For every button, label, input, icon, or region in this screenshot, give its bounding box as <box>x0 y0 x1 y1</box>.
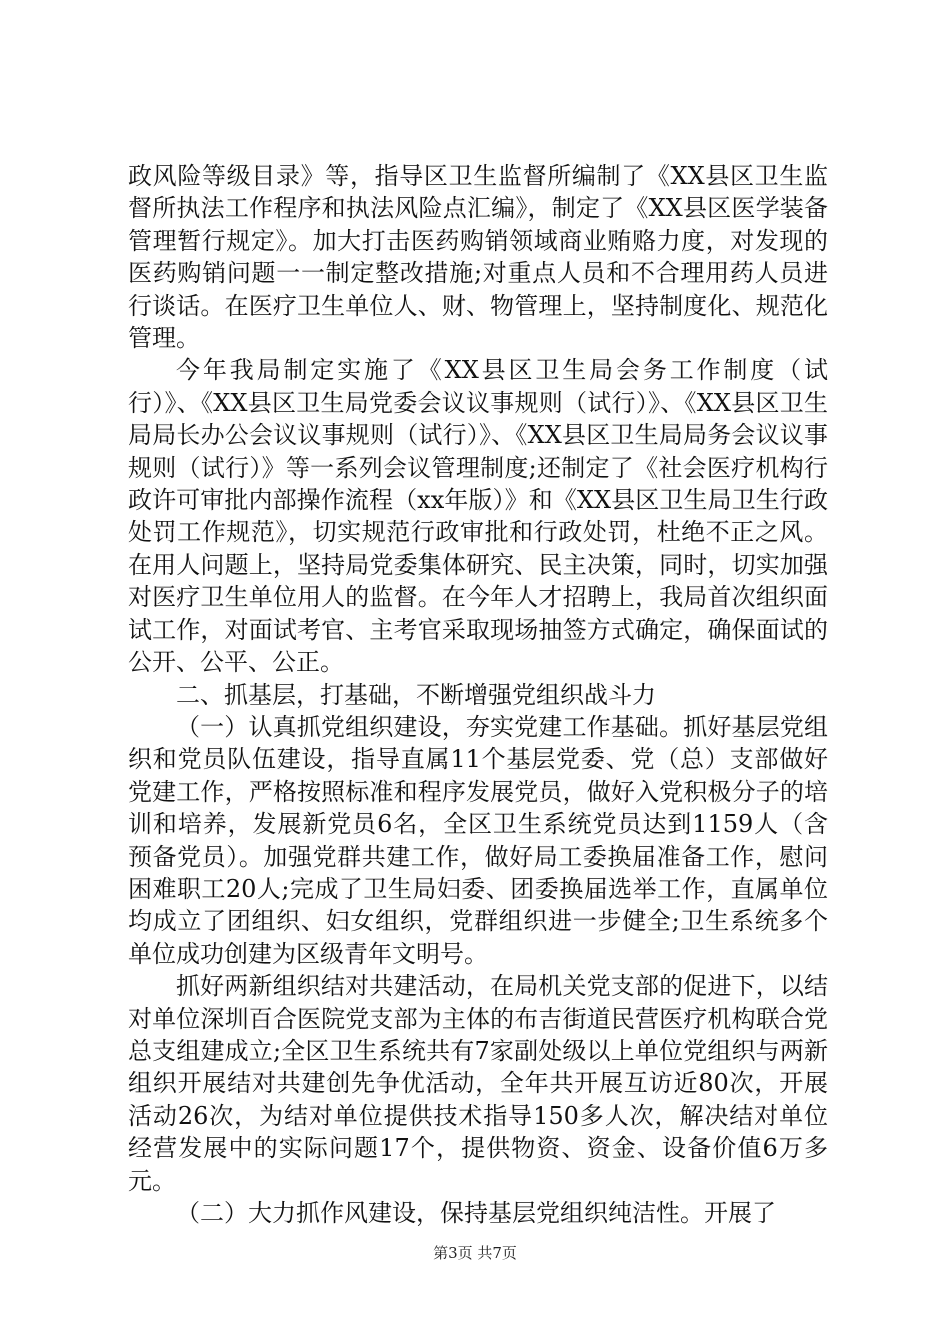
document-body <box>128 160 828 1229</box>
page-number-footer: 第3页 共7页 <box>433 1244 517 1262</box>
paragraph-style-building: （二）大力抓作风建设，保持基层党组织纯洁性。开展了 <box>176 1199 776 1227</box>
paragraph-meeting-rules: 今年我局制定实施了《XX县区卫生局会务工作制度（试行）》、《XX县区卫生局党委会议议事规则（试行）》、《XX县区卫生局局长办公会议议事规则（试行）》、《XX县区卫生局局务会议议事规则（试行）》等一系列会议管理制度;还制定了《社会医疗机构行政许可审批内部操作流程（xx年版）》和《XX县区卫生局卫生行政处罚工作规范》，切实规范行政审批和行政处罚，杜绝不正之风。在用人问题上，坚持局党委集体研究、民主决策，同时，切实加强对医疗卫生单位用人的监督。在今年人才招聘上，我局首次组织面试工作，对面试考官、主考官采取现场抽签方式确定，确保面试的公开、公平、公正。 <box>128 356 828 677</box>
section-heading: 二、抓基层，打基础，不断增强党组织战斗力 <box>176 680 656 709</box>
paragraph-party-building: （一）认真抓党组织建设，夯实党建工作基础。抓好基层党组织和党员队伍建设，指导直属11个基层党委、党（总）支部做好党建工作，严格按照标准和程序发展党员，做好入党积极分子的培训和培养，发展新党员6名，全区卫生系统党员达到1159人（含预备党员）。加强党群共建工作，做好局工委换届准备工作，慰问困难职工20人;完成了卫生局妇委、团委换届选举工作，直属单位均成立了团组织、妇女组织，党群组织进一步健全;卫生系统多个单位成功创建为区级青年文明号。 <box>128 712 828 968</box>
paragraph-continuation: 政风险等级目录》等，指导区卫生监督所编制了《XX县区卫生监督所执法工作程序和执法风险点汇编》，制定了《XX县区医学装备管理暂行规定》。加大打击医药购销领域商业贿赂力度，对发现的医药购销问题一一制定整改措施;对重点人员和不合理用药人员进行谈话。在医疗卫生单位人、财、物管理上，坚持制度化、规范化管理。 <box>128 162 828 353</box>
paragraph-two-new-orgs: 抓好两新组织结对共建活动，在局机关党支部的促进下，以结对单位深圳百合医院党支部为主体的布吉街道民营医疗机构联合党总支组建成立;全区卫生系统共有7家副处级以上单位党组织与两新组织开展结对共建创先争优活动，全年共开展互访近80次，开展活动26次，为结对单位提供技术指导150多人次，解决结对单位经营发展中的实际问题17个，提供物资、资金、设备价值6万多元。 <box>128 972 828 1195</box>
